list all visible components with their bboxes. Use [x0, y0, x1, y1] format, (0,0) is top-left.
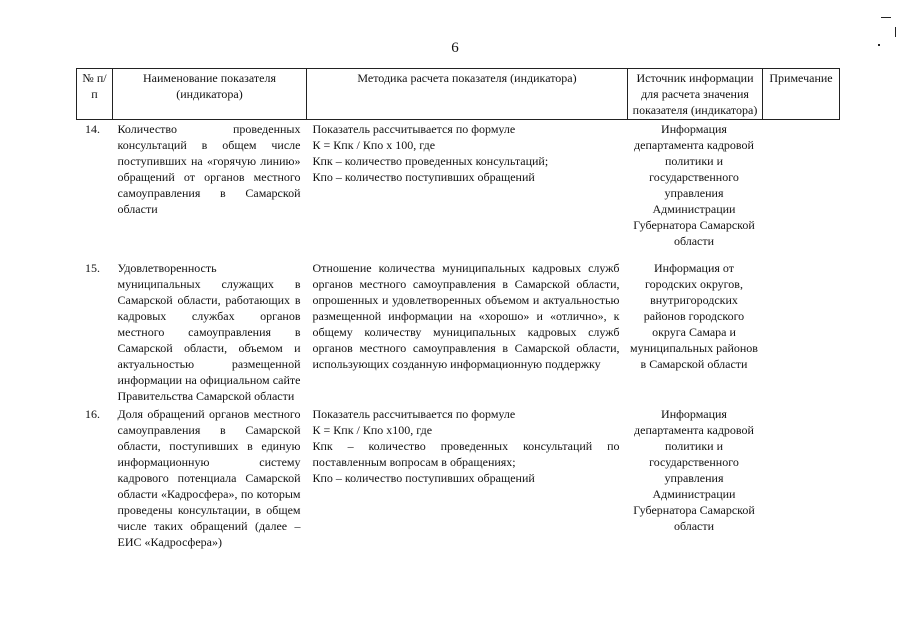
method-line: Кпо – количество поступивших обращений: [312, 471, 535, 485]
calculation-method: [307, 251, 628, 406]
scan-mark: [881, 17, 891, 18]
table-row: [77, 251, 840, 406]
table-row: [77, 406, 840, 552]
header-note: Примечание: [763, 69, 840, 120]
information-source: Информация от городских округов, внутригородских районов городского округа Самара и муниципальных районов в Самарской области: [630, 261, 758, 371]
header-indicator-name: Наименование показателя (индикатора): [113, 69, 307, 120]
row-number: 16.: [85, 407, 100, 421]
row-number: 14.: [85, 122, 100, 136]
method-line: К = Кпк / Кпо х 100, где: [312, 138, 436, 152]
table-header: [77, 69, 840, 120]
calculation-method: [307, 406, 628, 552]
method-line: Кпо – количество поступивших обращений: [312, 170, 535, 184]
method-line: Отношение количества муниципальных кадровых служб органов местного самоуправления в Самарской области, опрошенных и удовлетворенных объемом и актуальностью размещенной информации на «хорошо» и «отлично», к общему количеству муниципальных кадровых служб органов местного самоуправления в Самарской области, использующих созданную информационную поддержку: [312, 261, 620, 371]
header-calculation-method: Методика расчета показателя (индикатора): [307, 69, 628, 120]
header-number: № п/п: [77, 69, 113, 120]
indicator-name: Удовлетворенность муниципальных служащих в Самарской области, работающих в кадровых службах органов местного самоуправления в Самарской области, объемом и актуальностью размещенной информации на официальном сайте Правительства Самарской области: [117, 261, 301, 403]
indicator-name: Количество проведенных консультаций в общем числе поступивших на «горячую линию» обращений от органов местного самоуправления в Самарской области: [117, 122, 301, 216]
scan-mark: [878, 44, 880, 46]
information-source: Информация департамента кадровой политики и государственного управления Администрации Губернатора Самарской области: [633, 407, 755, 533]
note: [763, 120, 840, 252]
row-number: 15.: [85, 261, 100, 275]
calculation-method: [307, 120, 628, 252]
method-line: Кпк – количество проведенных консультаций по поставленным вопросам в обращениях;: [312, 439, 620, 469]
indicator-name: Доля обращений органов местного самоуправления в Самарской области, поступивших в единую информационную систему кадрового потенциала Самарской области «Кадросфера», по которым проведены консультации, в общем числе таких обращений (далее – ЕИС «Кадросфера»): [117, 407, 301, 549]
method-line: Кпк – количество проведенных консультаций;: [312, 154, 549, 168]
header-information-source: Источник информации для расчета значения показателя (индикатора): [628, 69, 763, 120]
scan-mark: [895, 27, 896, 37]
information-source: Информация департамента кадровой политики и государственного управления Администрации Губернатора Самарской области: [633, 122, 755, 248]
method-line: Показатель рассчитывается по формуле: [312, 122, 516, 136]
method-line: Показатель рассчитывается по формуле: [312, 407, 516, 421]
indicators-table: [76, 68, 840, 552]
page-number: 6: [451, 40, 459, 56]
note: [763, 251, 840, 406]
method-line: К = Кпк / Кпо х100, где: [312, 423, 433, 437]
note: [763, 406, 840, 552]
table-row: [77, 120, 840, 252]
